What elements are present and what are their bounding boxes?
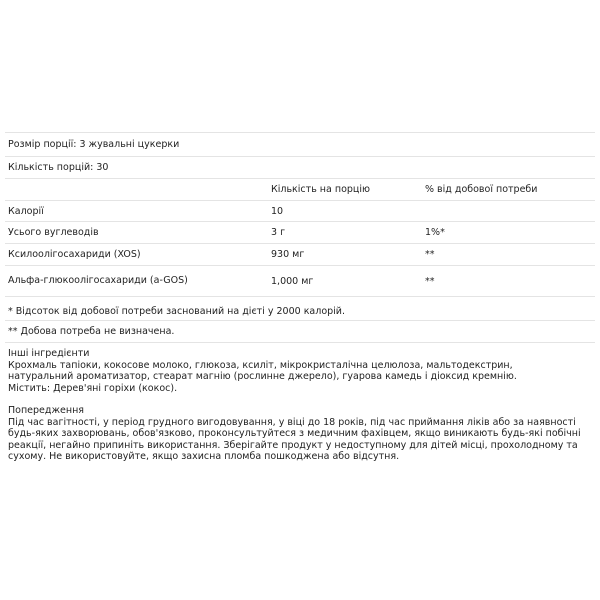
nutrient-amount: 10 bbox=[271, 205, 284, 217]
nutrient-daily-value: ** bbox=[425, 275, 435, 287]
column-header-daily-value: % від добової потреби bbox=[425, 184, 538, 195]
serving-size-row bbox=[5, 132, 595, 156]
nutrient-daily-value: ** bbox=[425, 249, 435, 260]
ingredients-contains: Містить: Дерев'яні горіхи (кокос). bbox=[8, 382, 178, 394]
divider bbox=[5, 342, 595, 343]
nutrient-amount: 1,000 мг bbox=[271, 275, 314, 287]
table-row bbox=[5, 200, 595, 221]
nutrient-daily-value: 1%* bbox=[425, 227, 445, 238]
footnote-not-established: ** Добова потреба не визначена. bbox=[8, 326, 175, 337]
nutrient-amount: 3 г bbox=[271, 227, 286, 238]
warnings-section bbox=[8, 405, 583, 463]
warnings-title: Попередження bbox=[8, 405, 84, 416]
nutrient-amount: 930 мг bbox=[271, 249, 305, 260]
supplement-facts-table bbox=[5, 132, 595, 297]
nutrient-name: Усього вуглеводів bbox=[8, 227, 99, 238]
table-row bbox=[5, 265, 595, 297]
table-row bbox=[5, 221, 595, 243]
servings-count-row bbox=[5, 156, 595, 178]
serving-size: Розмір порції: 3 жувальні цукерки bbox=[8, 139, 180, 150]
ingredients-text: Крохмаль тапіоки, кокосове молоко, глюкоза, ксиліт, мікрокристалічна целюлоза, мальтодекстрин, натуральний ароматизатор, стеарат магнію (рослинне джерело), гуарова камедь і діоксид кремнію. bbox=[8, 359, 517, 382]
nutrient-name: Ксилоолігосахариди (XOS) bbox=[8, 249, 141, 260]
divider bbox=[5, 320, 595, 321]
table-header-row bbox=[5, 178, 595, 200]
table-row bbox=[5, 243, 595, 265]
warnings-text: Під час вагітності, у період грудного вигодовування, у віці до 18 років, під час приймання ліків або за наявності будь-яких захворювань, обов'язково, проконсультуйтеся з медичним фахівцем, якщо виникають будь-які побічні реакції, негайно припиніть використання. Зберігайте продукт у недоступному для дітей місці, прохолодному та сухому. Не використовуйте, якщо захисна пломба пошкоджена або відсутня. bbox=[8, 416, 581, 462]
nutrient-name: Альфа-глюкоолігосахариди (a-GOS) bbox=[8, 275, 188, 286]
ingredients-title: Інші інгредієнти bbox=[8, 348, 90, 359]
column-header-amount: Кількість на порцію bbox=[271, 184, 371, 195]
footnote-daily-value-basis: * Відсоток від добової потреби заснований на дієті у 2000 калорій. bbox=[8, 306, 345, 317]
nutrient-name: Калорії bbox=[8, 205, 44, 217]
other-ingredients-section bbox=[8, 348, 568, 394]
servings-count: Кількість порцій: 30 bbox=[8, 162, 109, 173]
